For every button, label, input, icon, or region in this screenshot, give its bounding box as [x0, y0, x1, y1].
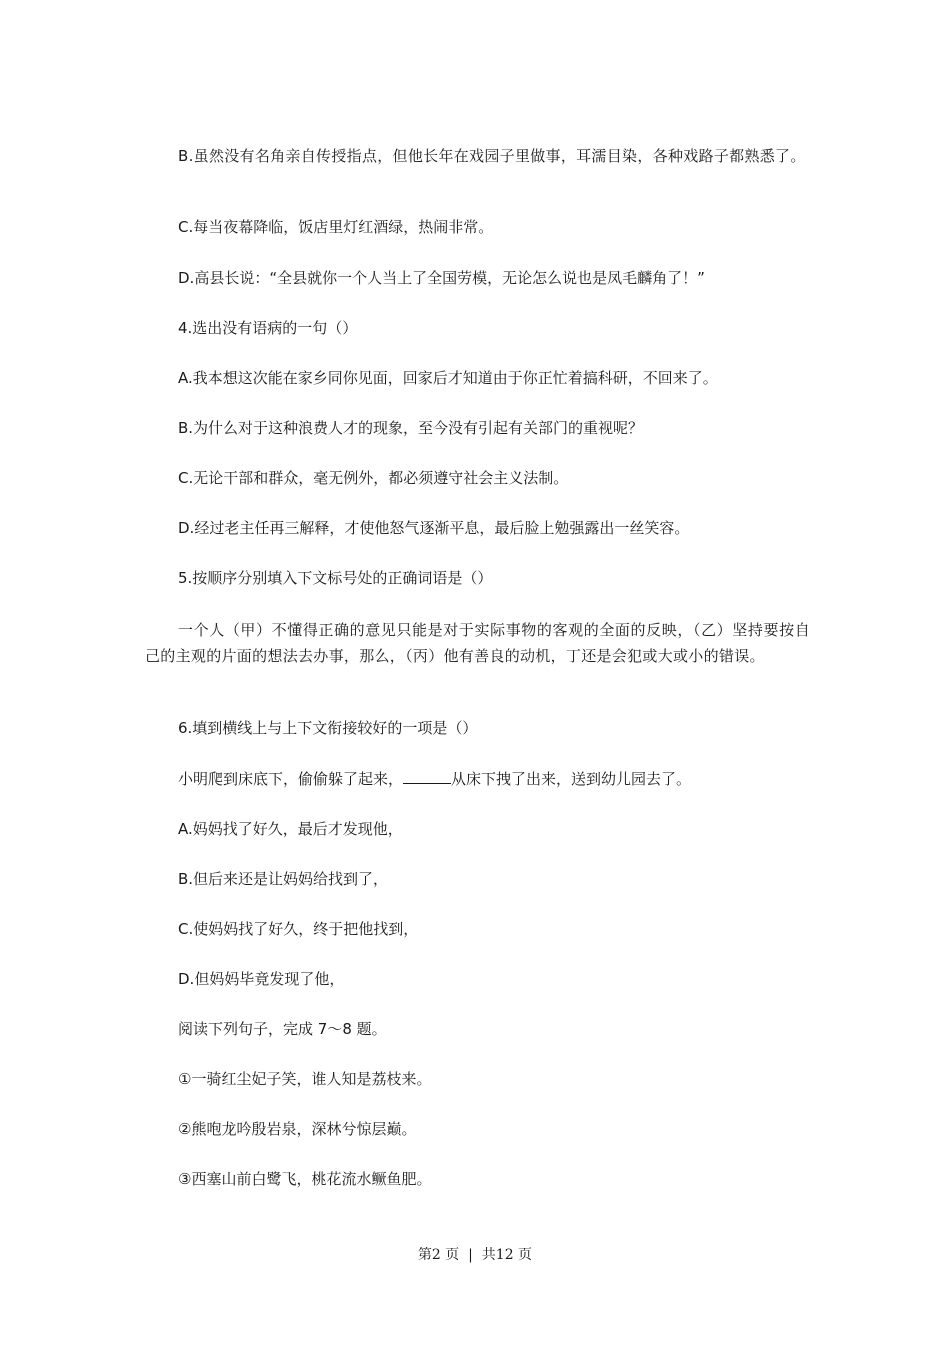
q6-stem: 6.填到横线上与上下文衔接较好的一项是（） — [178, 719, 478, 737]
reading-sentence-2: ②熊咆龙吟殷岩泉，深林兮惊层巅。 — [178, 1120, 417, 1138]
q3-option-d: D.高县长说：“全县就你一个人当上了全国劳模，无论怎么说也是凤毛麟角了！” — [178, 269, 705, 287]
page-footer: 第2 页 | 共12 页 — [417, 1247, 533, 1263]
q6-option-a: A.妈妈找了好久，最后才发现他， — [178, 820, 403, 838]
q3-option-b: B.虽然没有名角亲自传授指点，但他长年在戏园子里做事，耳濡目染，各种戏路子都熟悉了。 — [178, 147, 806, 165]
q4-option-c: C.无论干部和群众，毫无例外，都必须遵守社会主义法制。 — [178, 469, 569, 487]
q6-option-b: B.但后来还是让妈妈给找到了， — [178, 870, 389, 888]
q4-option-b: B.为什么对于这种浪费人才的现象，至今没有引起有关部门的重视呢？ — [178, 419, 644, 437]
q4-option-d: D.经过老主任再三解释，才使他怒气逐渐平息，最后脸上勉强露出一丝笑容。 — [178, 519, 690, 537]
q5-passage: 一个人（甲）不懂得正确的意见只能是对于实际事物的客观的全面的反映，（乙）坚持要按自己的主观的片面的想法去办事，那么，（丙）他有善良的动机，丁还是会犯或大或小的错误。 — [145, 621, 810, 665]
q4-stem: 4.选出没有语病的一句（） — [178, 319, 358, 337]
q3-option-c: C.每当夜幕降临，饭店里灯红酒绿，热闹非常。 — [178, 218, 494, 236]
reading-sentence-3: ③西塞山前白鹭飞，桃花流水鳜鱼肥。 — [178, 1170, 432, 1188]
q5-stem: 5.按顺序分别填入下文标号处的正确词语是（） — [178, 569, 493, 587]
q6-option-c: C.使妈妈找了好久，终于把他找到， — [178, 920, 419, 938]
reading-intro: 阅读下列句子，完成 7～8 题。 — [178, 1020, 387, 1038]
q6-answer-blank — [403, 767, 451, 784]
reading-sentence-1: ①一骑红尘妃子笑，谁人知是荔枝来。 — [178, 1070, 432, 1088]
q6-option-d: D.但妈妈毕竟发现了他， — [178, 970, 345, 988]
q6-sentence — [178, 767, 818, 792]
q6-sentence-after: 从床下拽了出来，送到幼儿园去了。 — [451, 770, 692, 788]
q4-option-a: A.我本想这次能在家乡同你见面，回家后才知道由于你正忙着搞科研，不回来了。 — [178, 369, 718, 387]
q6-sentence-before: 小明爬到床底下，偷偷躲了起来， — [178, 770, 404, 788]
